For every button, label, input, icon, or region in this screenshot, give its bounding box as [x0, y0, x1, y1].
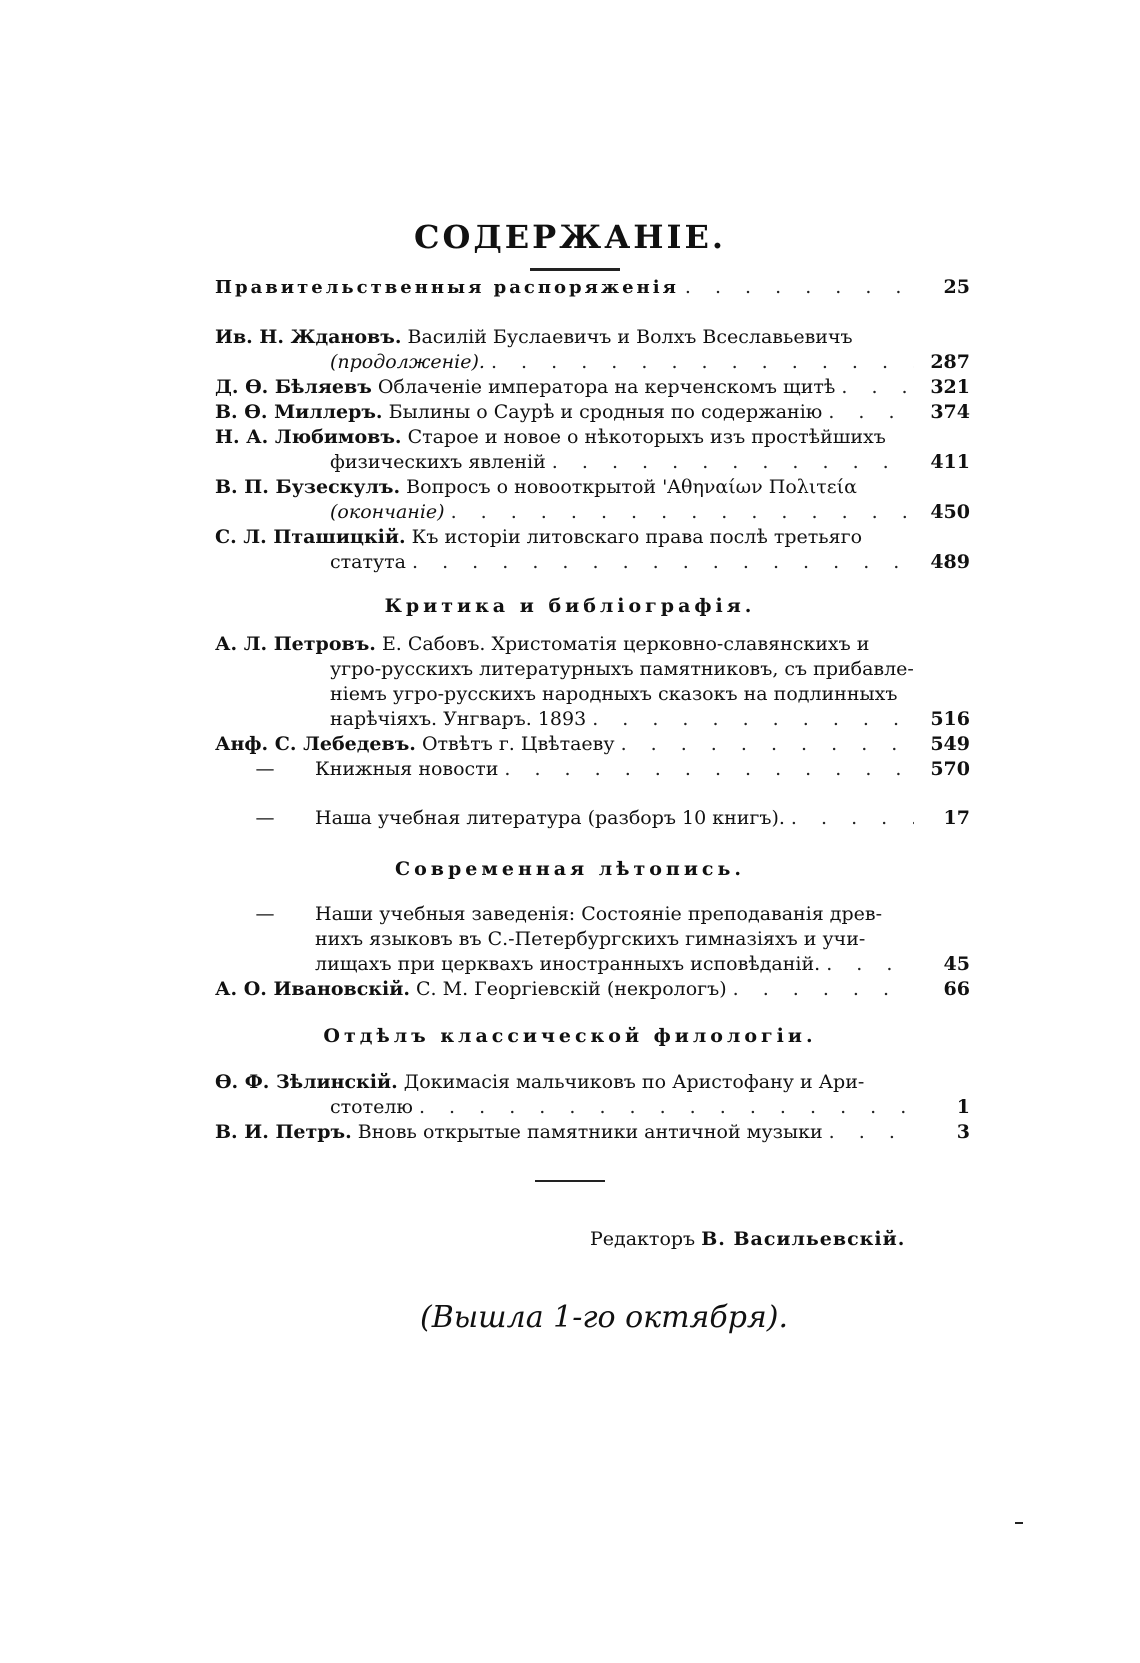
- entry-author: В. И. Петръ.: [215, 1121, 352, 1143]
- entry-author: В. П. Бузескулъ.: [215, 476, 401, 498]
- entry-title: Докимасія мальчиковъ по Аристофану и Ари-: [403, 1071, 865, 1093]
- title-rule: [530, 268, 620, 271]
- editor-label: Редакторъ: [590, 1228, 696, 1250]
- entry-dash: —: [255, 758, 275, 780]
- page-number: 450: [930, 501, 970, 523]
- entry-title: статута: [330, 551, 407, 573]
- toc-entry[interactable]: [215, 425, 970, 450]
- editor-line: [590, 1228, 905, 1250]
- leader-dots: [413, 1095, 914, 1120]
- toc-main: [215, 325, 970, 575]
- section-label: Правительственныя распоряженія: [215, 277, 679, 298]
- entry-title: нихъ языковъ въ С.-Петербургскихъ гимназіяхъ и учи-: [315, 928, 866, 950]
- page-number: 489: [930, 551, 970, 573]
- entry-title: нарѣчіяхъ. Унгваръ. 1893: [330, 708, 587, 730]
- toc-entry[interactable]: [215, 400, 970, 425]
- entry-title: лищахъ при церквахъ иностранныхъ исповѣданій.: [315, 953, 821, 975]
- leader-dots: [615, 732, 914, 757]
- leader-dots: [835, 375, 914, 400]
- page-number: 3: [956, 1121, 970, 1143]
- toc-entry-cont: [215, 350, 970, 375]
- page-number: 321: [930, 376, 970, 398]
- leader-dots: [727, 977, 914, 1002]
- entry-title: Е. Сабовъ. Христоматія церковно-славянскихъ и: [381, 633, 870, 655]
- page-number: 17: [943, 807, 970, 829]
- toc-entry[interactable]: [215, 1070, 970, 1095]
- leader-dots: [445, 500, 914, 525]
- leader-dots: [822, 400, 914, 425]
- entry-dash: —: [255, 807, 275, 829]
- toc-entry-cont: [215, 657, 1085, 682]
- page-number: 570: [930, 758, 970, 780]
- page-number: 549: [930, 733, 970, 755]
- leader-dots: [546, 450, 914, 475]
- toc-gov: [215, 275, 970, 300]
- section-heading-classics: Отдѣлъ классической филологіи.: [323, 1025, 817, 1047]
- entry-title: Вновь открытые памятники античной музыки: [357, 1121, 823, 1143]
- leader-dots: [823, 1120, 914, 1145]
- page-number: 1: [956, 1096, 970, 1118]
- leader-dots: [498, 757, 914, 782]
- toc-entry[interactable]: [215, 525, 970, 550]
- toc-critique: [215, 632, 970, 831]
- entry-title: С. М. Георгіевскій (некрологъ): [416, 978, 727, 1000]
- page-number: 516: [930, 708, 970, 730]
- toc-entry[interactable]: [215, 475, 970, 500]
- toc-entry[interactable]: [215, 757, 970, 782]
- leader-dots: [406, 550, 914, 575]
- entry-author: Д. Ѳ. Бѣляевъ: [215, 376, 372, 398]
- toc-entry-cont: [215, 450, 970, 475]
- toc-entry-cont: [215, 500, 970, 525]
- entry-title: Наши учебныя заведенія: Состояніе преподаванія древ-: [315, 903, 883, 925]
- toc-classics: [215, 1070, 970, 1145]
- page-number: 374: [930, 401, 970, 423]
- leader-dots: [820, 952, 914, 977]
- entry-author: Ѳ. Ф. Зѣлинскій.: [215, 1071, 398, 1093]
- page-number: 45: [943, 953, 970, 975]
- toc-chronicle: [215, 902, 970, 1002]
- editor-name: В. Васильевскій.: [701, 1228, 906, 1250]
- entry-author: А. Л. Петровъ.: [215, 633, 376, 655]
- entry-title: Наша учебная литература (разборъ 10 книгъ).: [315, 807, 785, 829]
- entry-title: Облаченіе императора на керченскомъ щитѣ: [377, 376, 836, 398]
- entry-author: С. Л. Пташицкій.: [215, 526, 406, 548]
- leader-dots: [679, 275, 914, 300]
- entry-title: ніемъ угро-русскихъ народныхъ сказокъ на подлинныхъ: [330, 683, 898, 705]
- toc-entry[interactable]: [215, 806, 970, 831]
- entry-title: Вопросъ о новооткрытой 'Αθηναίων Πολιτεία: [406, 476, 857, 498]
- toc-entry[interactable]: [215, 977, 970, 1002]
- page-title: СОДЕРЖАНІЕ.: [413, 218, 727, 256]
- toc-entry-cont: [215, 550, 970, 575]
- page-number: 25: [943, 276, 970, 298]
- section-heading-critique: Критика и библіографія.: [384, 595, 756, 617]
- toc-entry[interactable]: [215, 732, 970, 757]
- page-number: 411: [930, 451, 970, 473]
- toc-entry[interactable]: [215, 375, 970, 400]
- bottom-rule: [535, 1180, 605, 1182]
- toc-entry[interactable]: [215, 325, 970, 350]
- toc-entry-cont: [215, 682, 1085, 707]
- page-number: 66: [943, 978, 970, 1000]
- handwritten-note: (Вышла 1-го октября).: [420, 1300, 789, 1335]
- toc-entry-cont: [215, 707, 970, 732]
- entry-dash: —: [255, 903, 275, 925]
- entry-title: Василій Буслаевичъ и Волхъ Всеславьевичъ: [407, 326, 853, 348]
- leader-dots: [485, 350, 914, 375]
- entry-author: В. Ѳ. Миллеръ.: [215, 401, 383, 423]
- entry-title: Къ исторіи литовскаго права послѣ третьяго: [411, 526, 863, 548]
- entry-title: стотелю: [330, 1096, 413, 1118]
- entry-title: Старое и новое о нѣкоторыхъ изъ простѣйшихъ: [407, 426, 886, 448]
- entry-author: Н. А. Любимовъ.: [215, 426, 402, 448]
- entry-title: (окончаніе): [330, 501, 445, 523]
- toc-entry-cont: [215, 952, 970, 977]
- page-number: 287: [930, 351, 970, 373]
- toc-entry[interactable]: [215, 275, 970, 300]
- entry-title: (продолженіе).: [330, 351, 485, 373]
- toc-entry-cont: [215, 927, 970, 952]
- entry-title: Былины о Саурѣ и сродныя по содержанію: [388, 401, 823, 423]
- leader-dots: [586, 707, 914, 732]
- entry-title: физическихъ явленій: [330, 451, 546, 473]
- entry-author: А. О. Ивановскій.: [215, 978, 410, 1000]
- entry-author: Анф. С. Лебедевъ.: [215, 733, 416, 755]
- entry-title: Книжныя новости: [315, 758, 499, 780]
- toc-entry[interactable]: [215, 902, 970, 927]
- toc-entry[interactable]: [215, 1120, 970, 1145]
- entry-author: Ив. Н. Ждановъ.: [215, 326, 402, 348]
- scan-mark: [1015, 1522, 1023, 1524]
- entry-title: угро-русскихъ литературныхъ памятниковъ, съ прибавле-: [330, 658, 914, 680]
- toc-entry-cont: [215, 1095, 970, 1120]
- entry-title: Отвѣтъ г. Цвѣтаеву: [421, 733, 615, 755]
- leader-dots: [785, 806, 914, 831]
- section-heading-chronicle: Современная лѣтопись.: [394, 858, 746, 880]
- toc-entry[interactable]: [215, 632, 970, 657]
